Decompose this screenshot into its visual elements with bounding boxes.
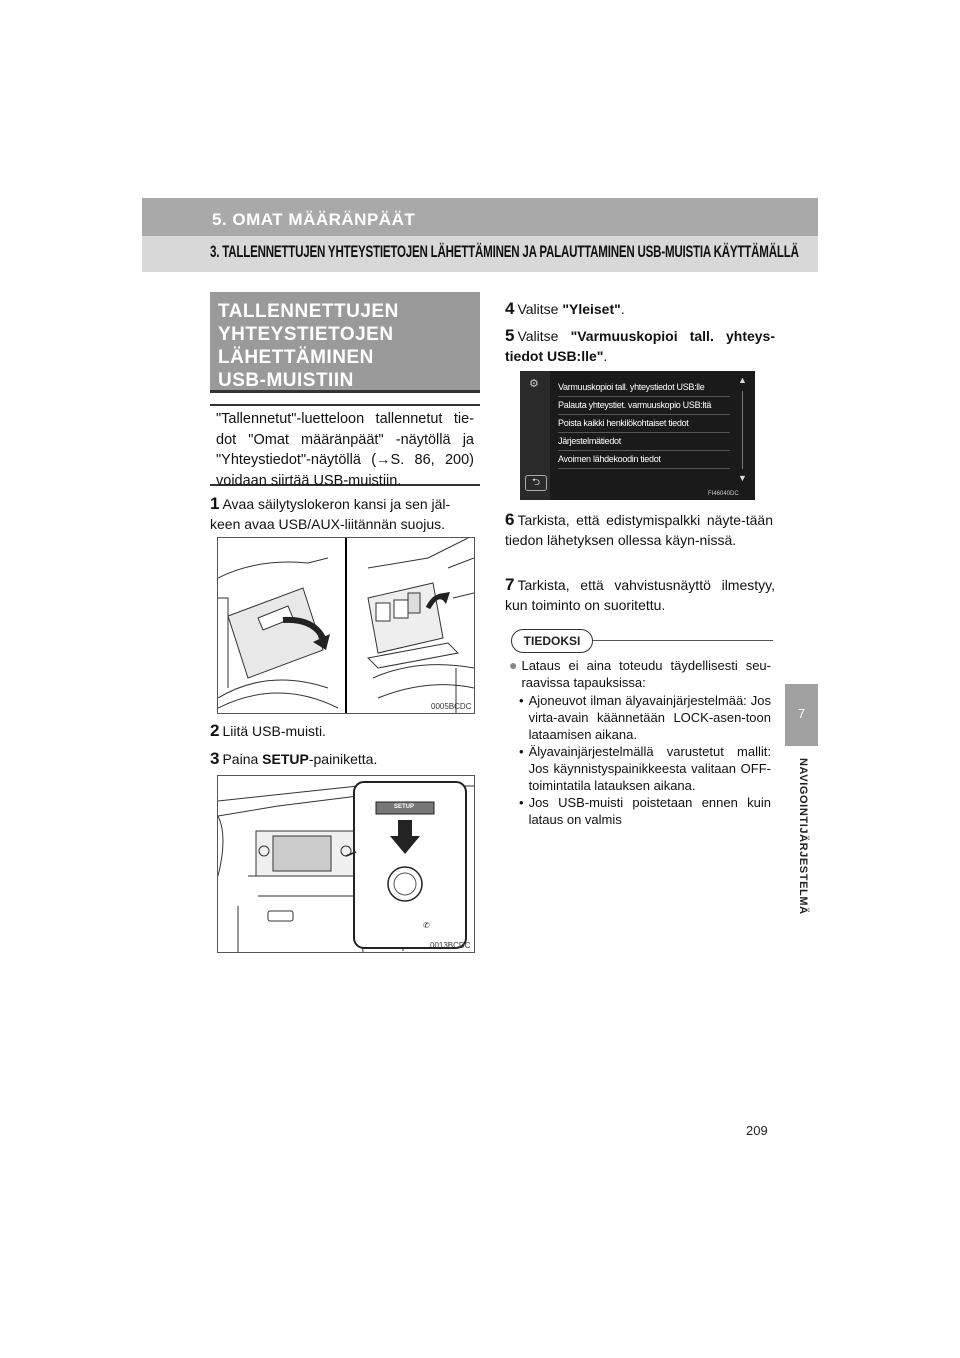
note-sub-1 [509,692,771,743]
back-button[interactable] [525,475,547,491]
step-4-bold: "Yleiset" [562,301,621,317]
step-5-post: . [603,348,608,364]
step-4 [505,299,775,319]
notes-title-pill [511,629,593,653]
step-5-number: 5 [505,326,515,345]
menu-item-restore[interactable]: Palauta yhteystiet. varmuuskopio USB:ltä [558,397,730,415]
scroll-track [742,391,743,469]
chapter-tab-number: 7 [797,706,806,721]
step-4-number: 4 [505,299,515,318]
note-sub-2-text: Älyavainjärjestelmällä varustetut mallit: Jos käynnistyspainikkeesta valitaan OFF-toimintatila latauksen aikana. [528,744,771,793]
figure-dashboard [217,775,475,953]
section-bar [142,236,818,272]
chapter-tab [785,684,818,746]
step-6-text: Tarkista, että edistymispalkki näyte-tään tiedon lähetyksen ollessa käyn-nissä. [505,512,773,548]
step-3 [210,749,480,769]
intro-text: "Tallennetut"-luetteloon tallennetut tie-dot "Omat määränpäät" -näytöllä ja "Yhteystiedot"-näytöllä (→S. 86, 200) voidaan siirtää USB-muistiin. [216,411,474,489]
section-heading [210,292,480,393]
step-3-number: 3 [210,749,220,768]
chapter-tab-label: NAVIGOINTIJÄRJESTELMÄ [797,758,809,915]
chapter-tab-label-wrap [797,758,811,928]
step-1 [210,494,480,534]
figure-3-code: FI46040DC [708,491,739,497]
notes-title: TIEDOKSI [523,634,581,648]
notes-body [509,657,771,828]
menu-item-delete-personal[interactable]: Poista kaikki henkilökohtaiset tiedot [558,415,730,433]
section-title: 3. TALLENNETTUJEN YHTEYSTIETOJEN LÄHETTÄMINEN JA PALAUTTAMINEN USB-MUISTIA KÄYTTÄMÄLLÄ [210,242,799,261]
screen-menu-list [558,379,730,469]
setup-screen [520,371,755,500]
step-3-pre: Paina [222,751,263,767]
step-7-number: 7 [505,575,515,594]
menu-item-system-info[interactable]: Järjestelmätiedot [558,433,730,451]
svg-text:✆: ✆ [423,921,430,930]
step-7-text: Tarkista, että vahvistusnäyttö ilmestyy, kun toiminto on suoritettu. [505,577,775,613]
menu-item-backup[interactable]: Varmuuskopioi tall. yhteystiedot USB:lle [558,379,730,397]
step-5-bold: "Varmuuskopioi tall. yhteys-tiedot USB:lle" [505,328,775,364]
step-5 [505,326,775,366]
step-4-post: . [620,301,625,317]
menu-item-open-source[interactable]: Avoimen lähdekoodin tiedot [558,451,730,469]
step-1-text: Avaa säilytyslokeron kansi ja sen jäl-keen avaa USB/AUX-liitännän suojus. [210,496,451,532]
dashboard-illustration [218,776,474,952]
step-6-number: 6 [505,510,515,529]
sub-bullet-icon: • [519,693,524,708]
intro-box [210,404,480,489]
note-bullet [509,657,771,691]
chapter-bar [142,198,818,236]
figure-2-code: 0013BCDC [430,941,471,950]
step-7 [505,575,775,615]
scroll-up-icon[interactable]: ▲ [738,375,747,385]
note-sub-3 [509,794,771,828]
screen-left-panel [520,371,550,500]
step-3-bold: SETUP [262,751,309,767]
note-sub-3-text: Jos USB-muisti poistetaan ennen kuin lataus on valmis [528,795,771,827]
page-number: 209 [746,1123,768,1138]
glovebox-illustration [218,538,474,713]
step-2-text: Liitä USB-muisti. [222,723,326,739]
note-sub-2 [509,743,771,794]
bullet-dot-icon: ● [509,657,518,673]
sub-bullet-icon: • [519,795,524,810]
back-arrow-icon: ⮌ [531,477,540,488]
step-1-number: 1 [210,494,220,513]
step-6 [505,510,773,550]
settings-gear-icon: ⚙ [529,378,539,390]
section-heading-text: TALLENNETTUJEN YHTEYSTIETOJEN LÄHETTÄMINEN USB-MUISTIIN [218,301,399,391]
step-2 [210,721,480,741]
note-sub-1-text: Ajoneuvot ilman älyavainjärjestelmää: Jos virta-avain käännetään LOCK-asen-toon lataamisen aikana. [528,693,771,742]
figure-1-code: 0005BCDC [431,702,472,711]
chapter-title: 5. OMAT MÄÄRÄNPÄÄT [212,210,416,229]
step-4-pre: Valitse [517,301,563,317]
screen-scrollbar[interactable] [736,375,750,485]
step-3-post: -painiketta. [308,751,378,767]
note-bullet-text: Lataus ei aina toteudu täydellisesti seu-raavissa tapauksissa: [521,658,771,690]
step-2-number: 2 [210,721,220,740]
figure-glovebox [217,537,475,714]
step-5-pre: Valitse [517,328,571,344]
scroll-down-icon[interactable]: ▼ [738,473,747,483]
setup-button-label: SETUP [394,804,415,810]
sub-bullet-icon: • [519,744,524,759]
